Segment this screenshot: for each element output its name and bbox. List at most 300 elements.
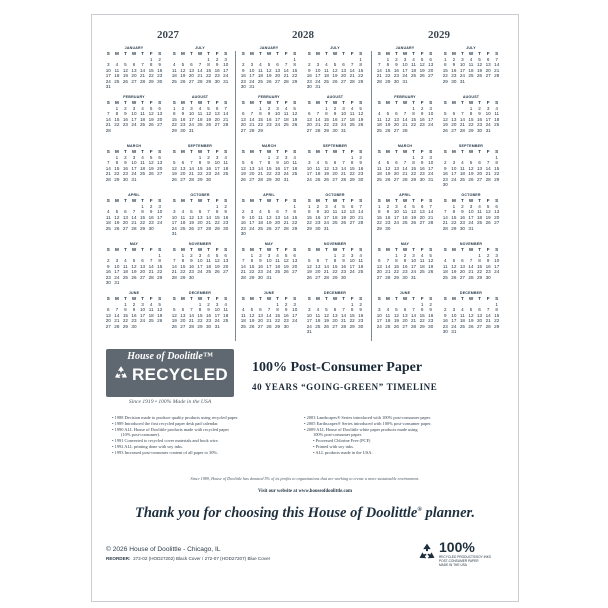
day-number: 5 — [173, 160, 176, 166]
day-number: 4 — [107, 209, 110, 215]
day-number: 2 — [284, 302, 288, 307]
weekday-letter: F — [486, 296, 490, 301]
day-number: 31 — [188, 127, 194, 133]
day-number: 16 — [266, 116, 272, 122]
day-number: 20 — [494, 214, 500, 220]
month-name: FEBRUARY — [123, 95, 145, 99]
day-number: 1 — [452, 204, 456, 209]
day-number: 30 — [306, 84, 312, 90]
day-number: 5 — [149, 106, 153, 111]
weekday-letter: T — [412, 198, 415, 203]
day-number: 3 — [250, 62, 254, 68]
day-number: 2 — [224, 204, 227, 209]
day-number: 28 — [376, 78, 382, 84]
weekday-letter: S — [443, 296, 447, 301]
weekday-letter: S — [172, 296, 176, 301]
weekday-letter: T — [342, 198, 345, 203]
day-number: 20 — [376, 269, 382, 275]
day-number: 8 — [158, 258, 161, 264]
day-number: 29 — [197, 176, 203, 182]
day-number: 12 — [451, 263, 457, 269]
month-november — [170, 242, 230, 286]
day-number: 29 — [140, 225, 146, 231]
day-number: 19 — [249, 318, 255, 324]
day-number: 7 — [250, 111, 254, 117]
day-number: 15 — [148, 67, 154, 73]
weekday-letter: S — [172, 198, 176, 203]
weekday-letter: W — [402, 51, 408, 56]
day-number: 15 — [451, 214, 457, 220]
weekday-letter: T — [325, 51, 328, 56]
day-number: 22 — [292, 220, 298, 226]
day-number: 24 — [393, 220, 399, 226]
day-number: 14 — [148, 263, 154, 269]
day-number: 19 — [358, 116, 364, 122]
day-number: 31 — [468, 225, 474, 231]
day-number: 26 — [358, 122, 364, 128]
day-number: 22 — [442, 73, 448, 79]
weekday-letter: T — [276, 100, 279, 105]
day-grid — [104, 302, 164, 329]
weekday-letter: M — [180, 296, 185, 301]
day-number: 10 — [402, 62, 408, 68]
day-grid — [170, 57, 230, 84]
day-number: 7 — [486, 307, 490, 313]
day-number: 18 — [376, 171, 382, 177]
day-number: 15 — [376, 214, 382, 220]
day-number: 13 — [292, 258, 298, 264]
day-number: 19 — [323, 318, 329, 324]
day-number: 10 — [275, 111, 281, 117]
day-number: 8 — [207, 62, 210, 68]
day-number: 15 — [249, 263, 255, 269]
day-number: 20 — [240, 122, 246, 128]
day-number: 4 — [124, 258, 127, 264]
day-number: 10 — [292, 307, 298, 313]
timeline-item: • Processed Chlorine Free (PCF) — [313, 438, 371, 444]
day-number: 26 — [266, 78, 272, 84]
day-number: 29 — [214, 225, 220, 231]
weekday-letter: T — [276, 149, 279, 154]
day-number: 26 — [323, 323, 329, 329]
weekday-letter: S — [106, 100, 110, 105]
day-number: 30 — [257, 274, 263, 280]
weekday-letter: T — [207, 51, 210, 56]
day-number: 16 — [105, 269, 111, 275]
day-number: 13 — [306, 116, 312, 122]
day-number: 6 — [181, 160, 185, 166]
weekday-letter: F — [486, 149, 490, 154]
day-number: 23 — [283, 318, 289, 324]
day-number: 3 — [486, 106, 490, 111]
weekday-letter: M — [315, 100, 320, 105]
day-number: 23 — [180, 122, 186, 128]
weekday-letter: W — [131, 198, 137, 203]
day-grid — [441, 204, 501, 231]
day-number: 21 — [411, 318, 417, 324]
day-number: 18 — [411, 67, 417, 73]
weekday-letter: W — [266, 296, 272, 301]
day-number: 16 — [341, 263, 347, 269]
day-number: 26 — [148, 122, 154, 128]
weekday-letter: S — [293, 51, 297, 56]
day-number: 19 — [468, 171, 474, 177]
day-number: 9 — [461, 209, 464, 215]
day-number: 14 — [341, 165, 347, 171]
day-number: 3 — [276, 106, 279, 111]
day-number: 23 — [385, 220, 391, 226]
day-number: 26 — [157, 318, 163, 324]
day-number: 8 — [395, 258, 398, 264]
weekday-letter: F — [420, 149, 424, 154]
day-number: 12 — [206, 111, 212, 117]
day-number: 28 — [197, 78, 203, 84]
day-number: 18 — [419, 263, 425, 269]
timeline-item: 100% post-consumer paper. — [313, 432, 362, 438]
weekday-letter: M — [451, 149, 456, 154]
day-number: 6 — [293, 253, 296, 258]
day-number: 17 — [428, 165, 434, 171]
day-number: 11 — [114, 67, 120, 73]
day-number: 5 — [359, 106, 362, 111]
day-number: 4 — [461, 160, 464, 166]
day-number: 4 — [412, 57, 415, 62]
weekday-letter: S — [495, 100, 499, 105]
day-number: 26 — [188, 225, 194, 231]
day-number: 21 — [428, 214, 434, 220]
weekday-letter: S — [429, 198, 433, 203]
weekday-letter: T — [325, 296, 328, 301]
day-number: 21 — [188, 171, 194, 177]
day-number: 29 — [206, 78, 212, 84]
day-number: 8 — [452, 209, 456, 215]
day-number: 30 — [240, 231, 246, 237]
day-number: 11 — [315, 312, 321, 318]
day-number: 28 — [385, 274, 391, 280]
day-number: 14 — [114, 312, 120, 318]
day-grid — [375, 106, 435, 133]
donation-line: Since 1989, House of Doolittle has donated 5% of its profits to organizations that are working to create a more sustainable environment. — [190, 476, 420, 481]
day-number: 22 — [114, 122, 120, 128]
day-number: 1 — [215, 204, 219, 209]
day-number: 17 — [428, 116, 434, 122]
weekday-letter: W — [197, 149, 203, 154]
day-number: 17 — [223, 67, 229, 73]
day-number: 21 — [323, 269, 329, 275]
day-number: 29 — [477, 274, 483, 280]
weekday-letter: S — [377, 51, 381, 56]
weekday-letter: W — [266, 149, 272, 154]
day-number: 6 — [259, 307, 262, 313]
weekday-letter: W — [332, 296, 338, 301]
day-number: 16 — [442, 171, 448, 177]
day-number: 19 — [468, 318, 474, 324]
day-number: 9 — [444, 165, 447, 171]
weekday-letter: W — [197, 51, 203, 56]
reorder-text: 272-02 (HOD27202) Black Cover / 272-07 (HOD27207) Blue Cover — [133, 556, 271, 561]
day-number: 3 — [429, 155, 432, 160]
day-grid — [170, 253, 230, 280]
day-number: 18 — [223, 312, 229, 318]
day-number: 16 — [131, 312, 137, 318]
day-number: 10 — [485, 111, 491, 117]
day-number: 18 — [332, 214, 338, 220]
day-number: 18 — [140, 116, 146, 122]
day-number: 15 — [419, 312, 425, 318]
day-number: 22 — [257, 122, 263, 128]
day-number: 29 — [306, 225, 312, 231]
day-number: 17 — [315, 73, 321, 79]
day-number: 11 — [140, 111, 145, 117]
weekday-letter: S — [106, 51, 110, 56]
day-number: 2 — [267, 106, 271, 111]
day-number: 17 — [485, 116, 491, 122]
weekday-letter: F — [350, 100, 354, 105]
day-number: 5 — [250, 307, 254, 313]
day-number: 11 — [385, 312, 391, 318]
timeline-item: • ALL products made in the USA. — [313, 449, 373, 455]
day-number: 25 — [122, 274, 128, 280]
day-number: 30 — [402, 274, 408, 280]
day-number: 12 — [148, 160, 154, 166]
day-number: 27 — [157, 122, 163, 128]
day-grid — [375, 57, 435, 84]
day-number: 21 — [485, 171, 491, 177]
day-number: 2 — [333, 106, 337, 111]
weekday-letter: S — [377, 198, 381, 203]
day-number: 4 — [495, 106, 498, 111]
day-number: 10 — [114, 263, 120, 269]
day-grid — [375, 302, 435, 329]
day-number: 31 — [341, 127, 347, 133]
day-number: 18 — [180, 220, 186, 226]
day-number: 16 — [358, 312, 364, 318]
day-number: 7 — [224, 106, 227, 111]
day-number: 8 — [359, 62, 362, 68]
month-august — [170, 95, 230, 139]
day-number: 12 — [385, 116, 391, 122]
day-number: 9 — [124, 160, 127, 166]
day-number: 4 — [461, 307, 464, 313]
day-number: 16 — [477, 116, 483, 122]
day-number: 10 — [411, 258, 417, 264]
day-number: 28 — [468, 274, 474, 280]
day-number: 28 — [188, 323, 194, 329]
day-grid — [239, 204, 299, 236]
day-number: 31 — [451, 329, 457, 335]
day-number: 25 — [376, 176, 382, 182]
timeline-item: (10% post-consumer). — [121, 432, 161, 438]
day-number: 13 — [451, 116, 457, 122]
day-number: 18 — [315, 171, 321, 177]
day-number: 30 — [477, 127, 483, 133]
day-number: 13 — [485, 62, 491, 68]
month-june — [375, 291, 435, 335]
day-number: 13 — [223, 258, 229, 264]
weekday-letter: S — [172, 51, 176, 56]
month-name: JUNE — [128, 291, 140, 295]
month-november — [441, 242, 501, 286]
day-number: 11 — [283, 111, 289, 117]
day-number: 13 — [180, 165, 186, 171]
day-number: 17 — [411, 263, 417, 269]
day-number: 7 — [350, 62, 354, 68]
timeline-right — [304, 415, 504, 456]
day-number: 6 — [276, 209, 279, 215]
day-number: 24 — [105, 78, 111, 84]
day-number: 12 — [249, 312, 255, 318]
day-number: 2 — [403, 253, 407, 258]
month-name: APRIL — [128, 193, 140, 197]
day-number: 26 — [148, 171, 154, 177]
day-number: 3 — [107, 62, 110, 68]
day-number: 1 — [276, 302, 279, 307]
day-number: 23 — [122, 171, 128, 177]
day-number: 21 — [131, 220, 137, 226]
day-grid — [239, 106, 299, 133]
weekday-letter: F — [420, 100, 424, 105]
day-number: 15 — [442, 67, 448, 73]
weekday-letter: T — [342, 247, 345, 252]
day-number: 12 — [266, 67, 272, 73]
day-number: 21 — [188, 318, 194, 324]
day-number: 2 — [420, 155, 424, 160]
day-number: 4 — [224, 302, 227, 307]
day-number: 14 — [105, 165, 111, 171]
day-number: 21 — [283, 73, 289, 79]
day-number: 14 — [402, 116, 408, 122]
day-number: 1 — [141, 204, 144, 209]
month-july — [170, 46, 230, 90]
weekday-letter: T — [276, 296, 279, 301]
day-number: 7 — [412, 307, 415, 313]
day-grid — [170, 302, 230, 329]
year-heading: 2028 — [292, 29, 314, 41]
weekday-letter: W — [266, 198, 272, 203]
day-number: 14 — [494, 62, 500, 68]
day-number: 1 — [395, 253, 398, 258]
day-number: 10 — [140, 307, 146, 313]
day-number: 23 — [428, 318, 434, 324]
day-number: 30 — [180, 127, 186, 133]
day-number: 2 — [107, 258, 110, 264]
day-number: 26 — [240, 176, 246, 182]
day-number: 13 — [180, 312, 186, 318]
weekday-letter: T — [325, 100, 328, 105]
month-name: FEBRUARY — [394, 95, 416, 99]
day-number: 5 — [325, 307, 328, 313]
weekday-letter: F — [215, 51, 219, 56]
day-number: 7 — [107, 160, 110, 166]
weekday-letter: S — [293, 296, 297, 301]
day-number: 3 — [342, 106, 345, 111]
day-number: 23 — [214, 73, 220, 79]
weekday-letter: W — [197, 198, 203, 203]
day-number: 13 — [419, 209, 425, 215]
day-number: 12 — [485, 209, 491, 215]
day-number: 15 — [411, 116, 417, 122]
day-number: 1 — [267, 155, 271, 160]
day-number: 7 — [259, 160, 262, 166]
weekday-letter: M — [451, 247, 456, 252]
day-number: 9 — [420, 111, 424, 117]
day-number: 8 — [420, 307, 424, 313]
day-number: 17 — [249, 73, 255, 79]
day-number: 24 — [292, 318, 298, 324]
day-number: 23 — [306, 78, 312, 84]
day-number: 25 — [315, 176, 321, 182]
day-number: 4 — [386, 307, 390, 313]
day-number: 12 — [114, 214, 120, 220]
day-number: 25 — [419, 269, 425, 275]
badge-percent: 100% — [439, 539, 475, 555]
day-number: 23 — [122, 122, 128, 128]
day-number: 27 — [349, 220, 355, 226]
day-number: 7 — [190, 160, 193, 166]
day-number: 7 — [141, 62, 144, 68]
day-number: 13 — [332, 165, 338, 171]
day-number: 2 — [149, 204, 153, 209]
day-number: 19 — [485, 214, 491, 220]
day-number: 25 — [223, 318, 229, 324]
day-number: 15 — [197, 165, 203, 171]
day-number: 9 — [444, 312, 447, 318]
day-number: 30 — [105, 280, 111, 286]
day-number: 10 — [214, 307, 220, 313]
day-number: 20 — [122, 220, 128, 226]
day-number: 7 — [378, 62, 381, 68]
month-september — [305, 144, 365, 188]
day-number: 9 — [224, 209, 227, 215]
day-number: 6 — [276, 62, 279, 68]
day-number: 20 — [315, 269, 321, 275]
day-number: 6 — [132, 62, 136, 68]
weekday-letter: S — [377, 247, 381, 252]
day-number: 19 — [323, 171, 329, 177]
day-number: 31 — [105, 84, 111, 90]
day-number: 26 — [323, 176, 329, 182]
day-number: 21 — [223, 116, 229, 122]
day-number: 18 — [292, 165, 298, 171]
weekday-letter: W — [332, 149, 338, 154]
calendar-back-cover — [91, 14, 519, 602]
day-number: 8 — [412, 111, 415, 117]
weekday-letter: S — [359, 100, 363, 105]
day-number: 6 — [378, 258, 381, 264]
weekday-letter: S — [158, 296, 162, 301]
day-number: 16 — [358, 165, 364, 171]
day-number: 7 — [403, 111, 407, 117]
day-number: 7 — [267, 307, 271, 313]
day-number: 15 — [477, 263, 483, 269]
day-number: 6 — [181, 307, 185, 313]
day-number: 19 — [283, 263, 289, 269]
day-number: 29 — [393, 274, 399, 280]
month-october — [441, 193, 501, 237]
day-number: 23 — [105, 274, 111, 280]
day-number: 28 — [257, 176, 263, 182]
day-number: 31 — [306, 329, 312, 335]
day-number: 31 — [214, 323, 220, 329]
day-number: 12 — [171, 312, 177, 318]
day-number: 18 — [459, 318, 465, 324]
since-line: Since 1919 • 100% Made in the USA — [128, 399, 212, 405]
day-number: 8 — [333, 258, 337, 264]
day-number: 6 — [478, 160, 481, 166]
day-number: 10 — [428, 111, 434, 117]
month-february — [239, 95, 299, 139]
day-number: 26 — [451, 274, 457, 280]
